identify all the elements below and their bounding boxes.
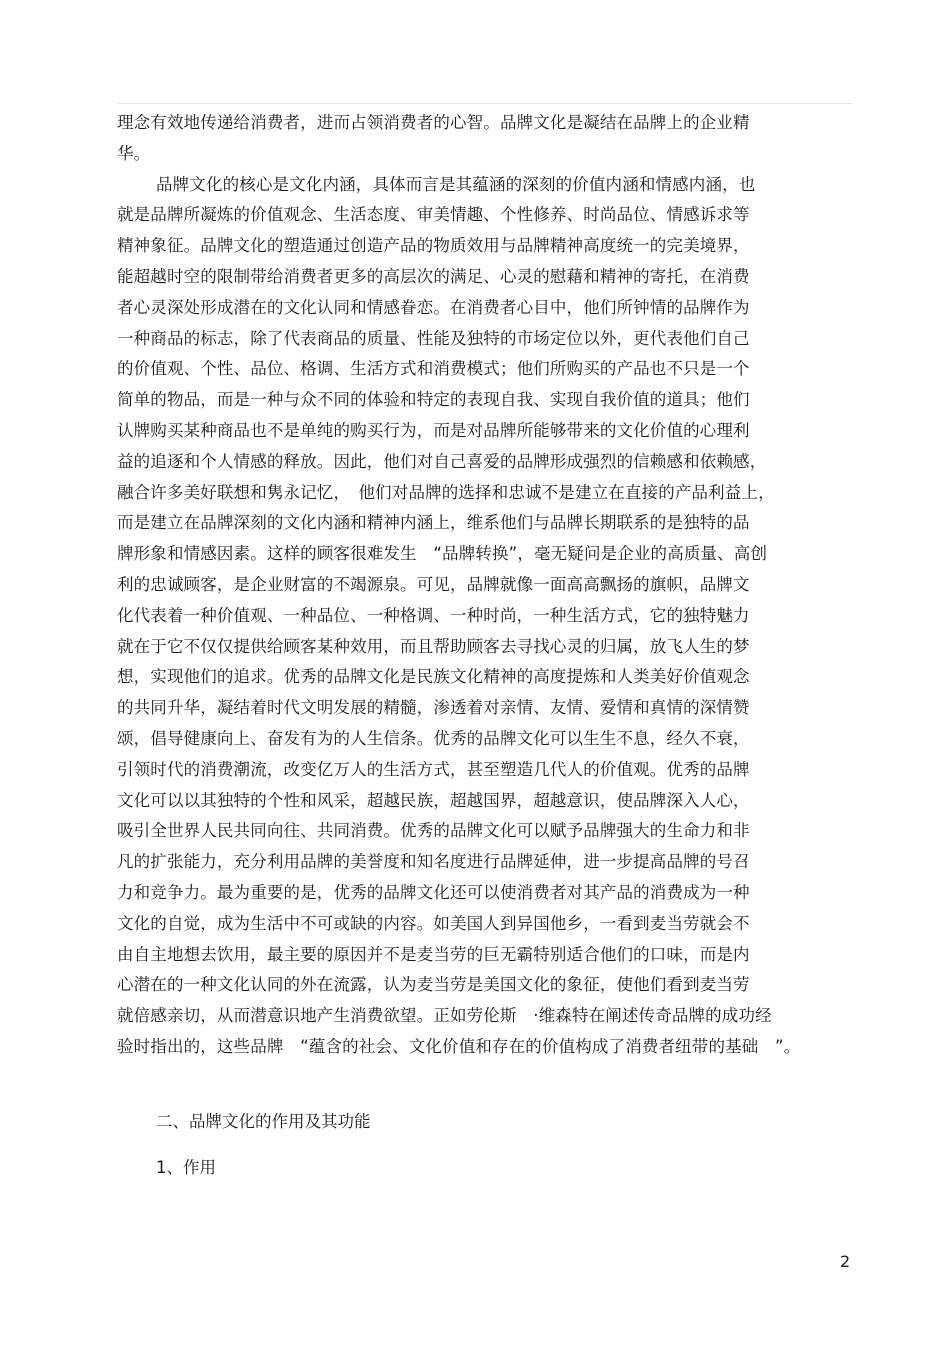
text-line: 力和竞争力。最为重要的是，优秀的品牌文化还可以使消费者对其产品的消费成为一种 [117, 882, 750, 902]
text-line: 就是品牌所凝炼的价值观念、生活态度、审美情趣、个性修养、时尚品位、情感诉求等 [117, 205, 750, 225]
text-line: 文化可以以其独特的个性和风采，超越民族，超越国界，超越意识，使品牌深入人心， [117, 790, 750, 810]
text-line: 融合许多美好联想和隽永记忆， 他们对品牌的选择和忠诚不是建立在直接的产品利益上， [117, 482, 775, 502]
text-line: 能超越时空的限制带给消费者更多的高层次的满足、心灵的慰藉和精神的寄托，在消费 [117, 266, 750, 286]
text-line: 的共同升华，凝结着时代文明发展的精髓，渗透着对亲情、友情、爱情和真情的深情赞 [117, 698, 750, 718]
section-heading: 二、品牌文化的作用及其功能 [156, 1112, 371, 1131]
text-line: 验时指出的，这些品牌 “蕴含的社会、文化价值和存在的价值构成了消费者纽带的基础 ”。 [117, 1036, 801, 1056]
paragraph-start-line: 品牌文化的核心是文化内涵，具体而言是其蕴涵的深刻的价值内涵和情感内涵，也 [156, 174, 756, 194]
text-line: 的价值观、个性、品位、格调、生活方式和消费模式；他们所购买的产品也不只是一个 [117, 359, 750, 379]
text-line: 一种商品的标志，除了代表商品的质量、性能及独特的市场定位以外，更代表他们自己 [117, 328, 750, 348]
text-line: 化代表着一种价值观、一种品位、一种格调、一种时尚，一种生活方式，它的独特魅力 [117, 605, 750, 625]
text-line: 牌形象和情感因素。这样的顾客很难发生 “品牌转换”，毫无疑问是企业的高质量、高创 [117, 544, 768, 564]
text-line: 吸引全世界人民共同向往、共同消费。优秀的品牌文化可以赋予品牌强大的生命力和非 [117, 821, 750, 841]
text-line: 华。 [117, 143, 151, 163]
text-line: 利的忠诚顾客，是企业财富的不竭源泉。可见，品牌就像一面高高飘扬的旗帜，品牌文 [117, 574, 750, 594]
page-number: 2 [840, 1252, 851, 1271]
body-text [117, 108, 847, 1063]
text-line: 就在于它不仅仅提供给顾客某种效用，而且帮助顾客去寻找心灵的归属，放飞人生的梦 [117, 636, 750, 656]
text-line: 就倍感亲切，从而潜意识地产生消费欲望。正如劳伦斯 ·维森特在阐述传奇品牌的成功经 [117, 1006, 772, 1026]
text-line: 而是建立在品牌深刻的文化内涵和精神内涵上，维系他们与品牌长期联系的是独特的品 [117, 513, 750, 533]
text-line: 引领时代的消费潮流，改变亿万人的生活方式，甚至塑造几代人的价值观。优秀的品牌 [117, 759, 750, 779]
text-line: 文化的自觉，成为生活中不可或缺的内容。如美国人到异国他乡，一看到麦当劳就会不 [117, 913, 750, 933]
text-line: 凡的扩张能力，充分利用品牌的美誉度和知名度进行品牌延伸，进一步提高品牌的号召 [117, 852, 750, 872]
text-line: 理念有效地传递给消费者，进而占领消费者的心智。品牌文化是凝结在品牌上的企业精 [117, 113, 750, 132]
text-line: 由自主地想去饮用，最主要的原因并不是麦当劳的巨无霸特别适合他们的口味，而是内 [117, 944, 750, 964]
top-rule [117, 103, 853, 104]
text-line: 心潜在的一种文化认同的外在流露，认为麦当劳是美国文化的象征，使他们看到麦当劳 [117, 975, 750, 995]
text-line: 想，实现他们的追求。优秀的品牌文化是民族文化精神的高度提炼和人类美好价值观念 [117, 667, 750, 687]
text-line: 颂，倡导健康向上、奋发有为的人生信条。优秀的品牌文化可以生生不息，经久不衰， [117, 728, 750, 748]
text-line: 简单的物品，而是一种与众不同的体验和特定的表现自我、实现自我价值的道具；他们 [117, 390, 750, 410]
text-line: 者心灵深处形成潜在的文化认同和情感眷恋。在消费者心目中，他们所钟情的品牌作为 [117, 297, 750, 317]
subsection-heading: 1、作用 [156, 1158, 216, 1177]
text-line: 益的追逐和个人情感的释放。因此，他们对自己喜爱的品牌形成强烈的信赖感和依赖感， [117, 451, 767, 471]
text-line: 精神象征。品牌文化的塑造通过创造产品的物质效用与品牌精神高度统一的完美境界， [117, 236, 750, 256]
text-line: 认牌购买某种商品也不是单纯的购买行为，而是对品牌所能够带来的文化价值的心理利 [117, 420, 750, 440]
